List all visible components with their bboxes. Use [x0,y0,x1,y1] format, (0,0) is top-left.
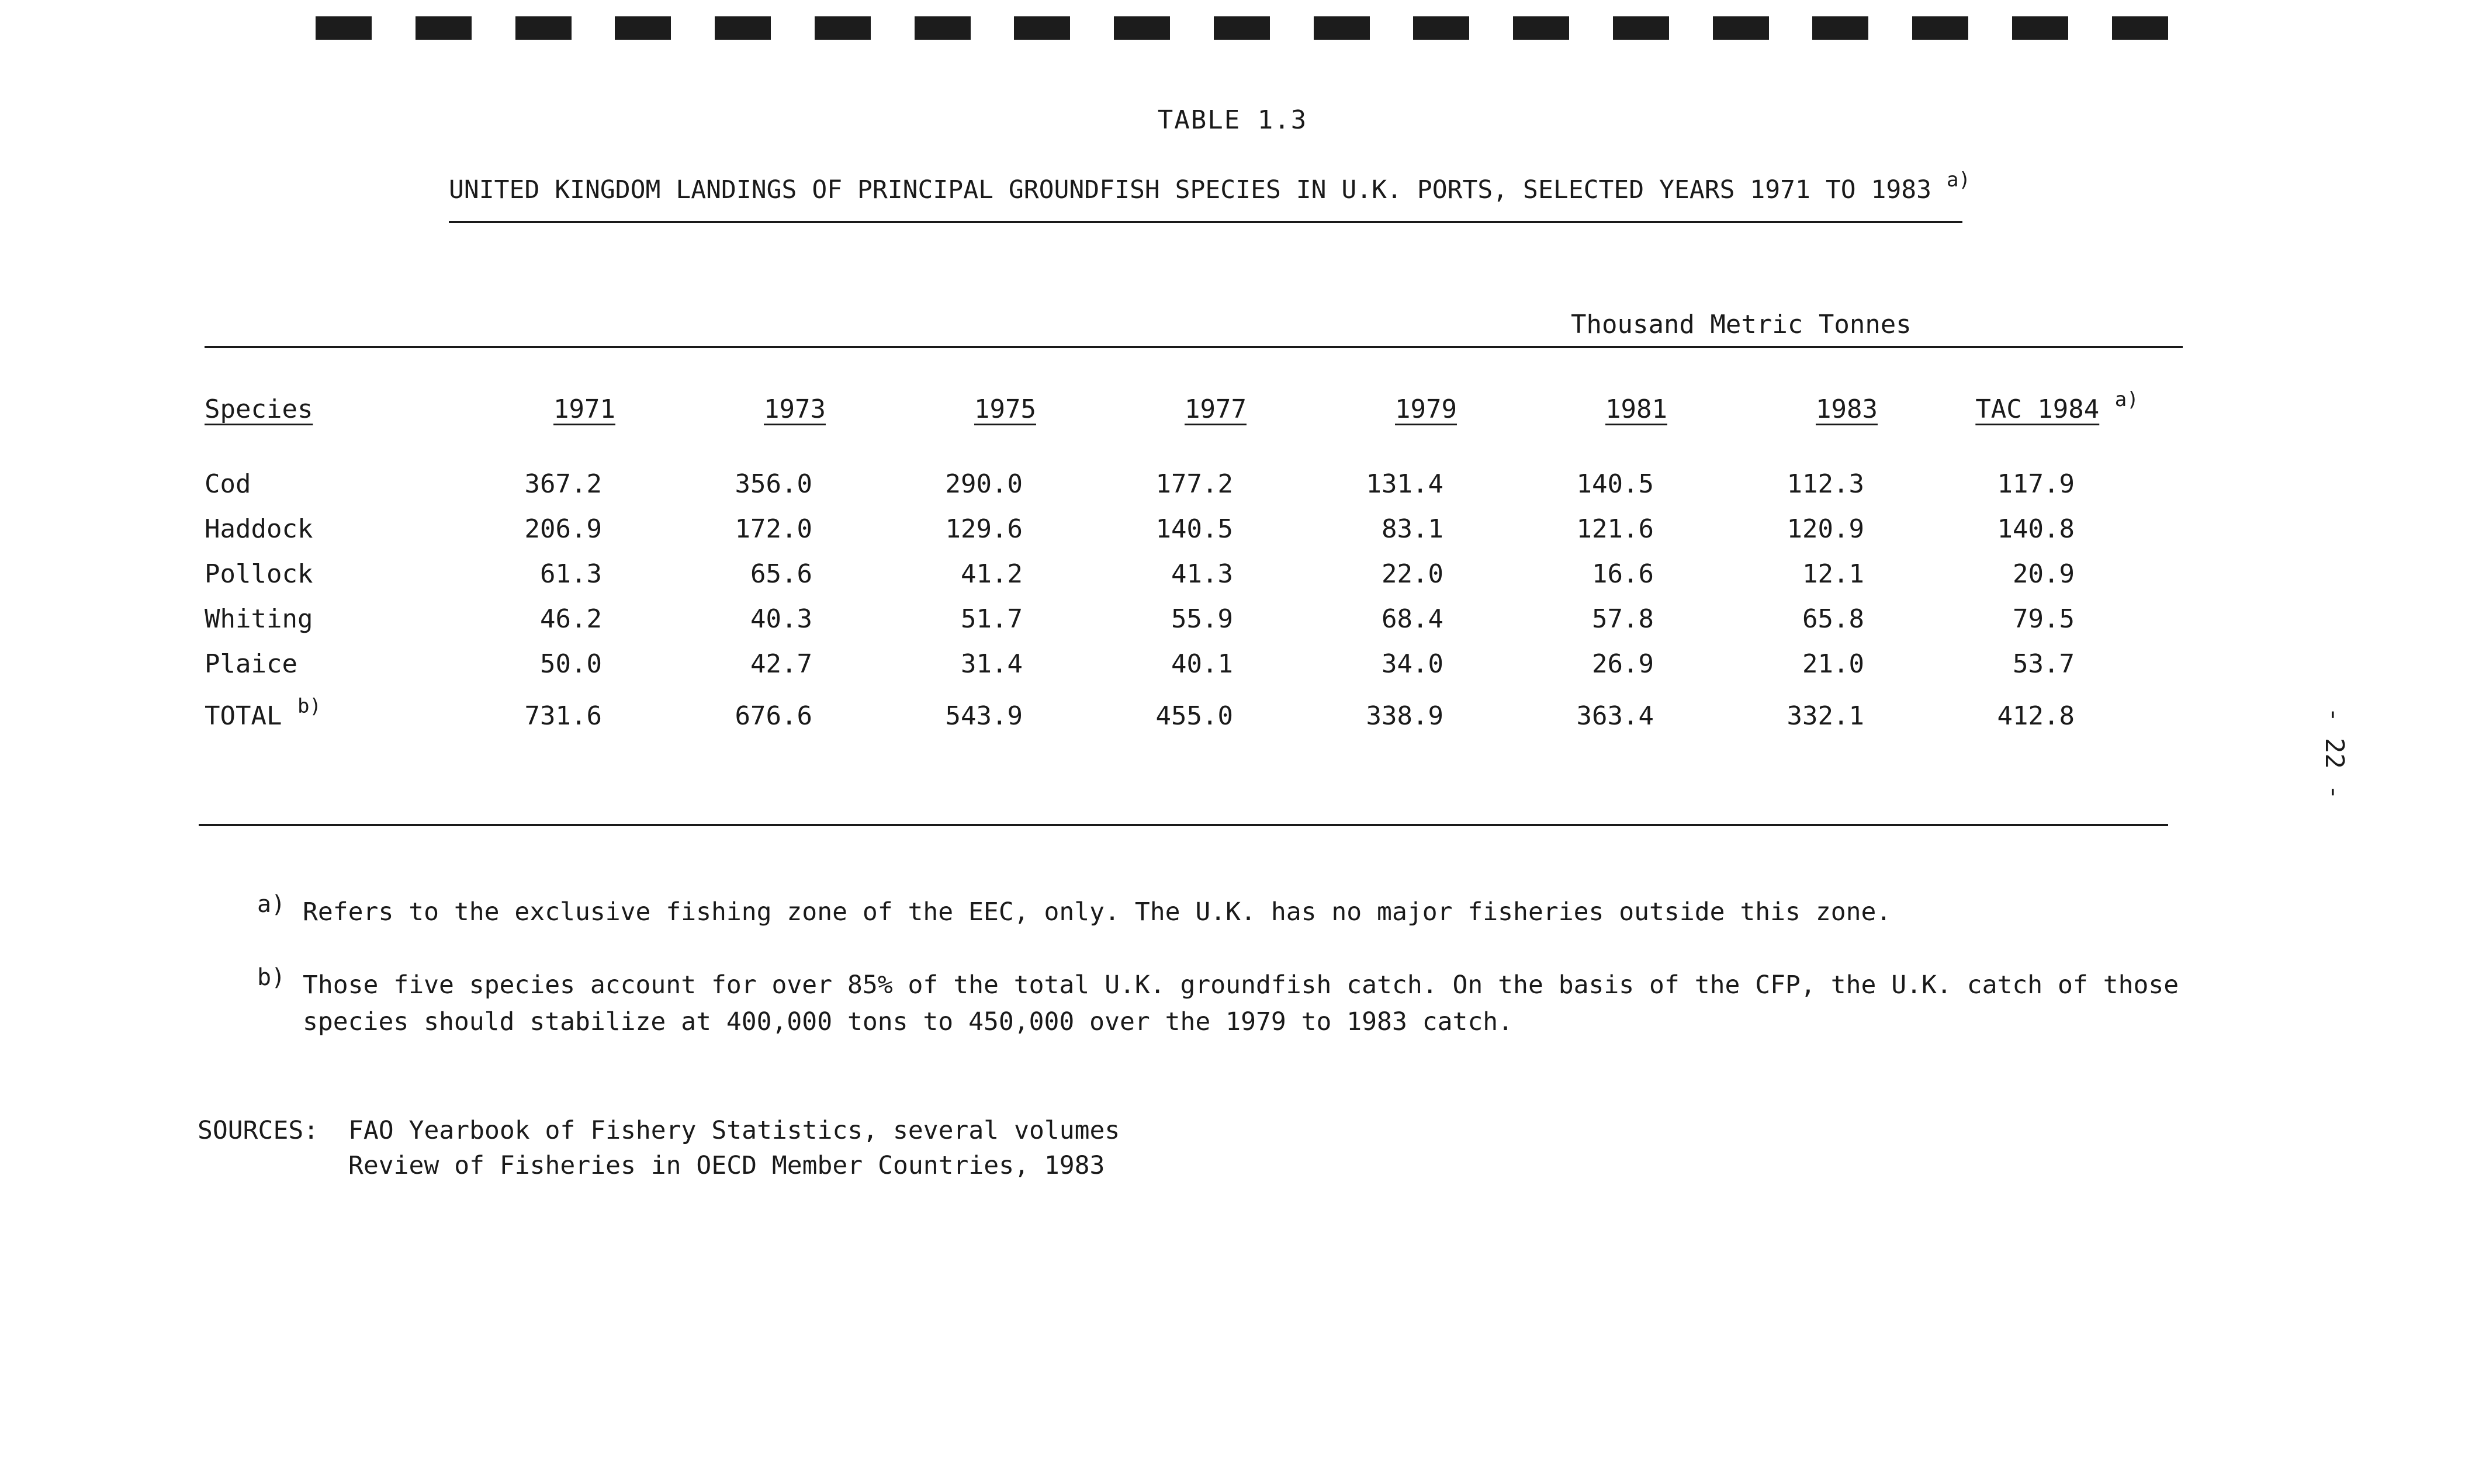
column-header-tac: TAC 1984 $^{a)}$ [1975,387,2139,424]
table-row-plaice [205,642,2162,686]
units-label: Thousand Metric Tonnes [1571,310,1912,339]
punch-hole [1513,16,1569,40]
table-cell: 131.4 [1366,469,1443,499]
table-cell: 65.6 [750,559,812,589]
table-title [449,168,1971,204]
total-cell: 455.0 [1155,701,1233,731]
table-cell: 46.2 [540,604,602,634]
table-cell: 117.9 [1997,469,2075,499]
table-cell: 68.4 [1382,604,1443,634]
punch-hole [2112,16,2168,40]
table-cell: 79.5 [2013,604,2075,634]
table-number: TABLE 1.3 [1157,105,1308,135]
column-header-year: 1971 [553,394,615,424]
table-cell: 50.0 [540,649,602,679]
species-name: Pollock [205,559,313,589]
punch-hole [915,16,971,40]
page-number: - 22 - [2319,707,2349,800]
tac-footnote-ref: a) [2114,387,2139,411]
footnote-text-continued: species should stabilize at 400,000 tons to 450,000 over the 1979 to 1983 catch. [303,1007,1514,1036]
table-cell: 26.9 [1592,649,1654,679]
table-cell: 129.6 [945,514,1023,544]
species-name: Cod [205,469,251,499]
punch-hole [1713,16,1769,40]
table-cell: 83.1 [1382,514,1443,544]
footnote-a [257,891,1892,931]
table-bottom-rule [199,824,2168,826]
punch-hole [1613,16,1669,40]
punch-hole [815,16,871,40]
punch-hole [1214,16,1270,40]
sources-label: SOURCES: [198,1116,319,1145]
total-footnote-ref: b) [297,694,321,718]
table-cell: 41.2 [961,559,1023,589]
table-cell: 40.1 [1171,649,1233,679]
total-cell: 412.8 [1997,701,2075,731]
punch-hole [1912,16,1968,40]
table-cell: 16.6 [1592,559,1654,589]
column-header-year: 1975 [974,394,1036,424]
table-cell: 112.3 [1787,469,1864,499]
title-footnote-ref: a) [1946,168,1971,192]
total-label: TOTAL $^{b)}$ [205,694,321,731]
species-name: Haddock [205,514,313,544]
table-row-total [205,686,2162,745]
title-underline [449,221,1962,223]
punch-hole [615,16,671,40]
table-cell: 31.4 [961,649,1023,679]
table-cell: 40.3 [750,604,812,634]
table-cell: 65.8 [1802,604,1864,634]
punch-hole [416,16,472,40]
punch-hole [1114,16,1170,40]
table-cell: 140.8 [1997,514,2075,544]
punch-hole [515,16,572,40]
table-cell: 53.7 [2013,649,2075,679]
table-cell: 42.7 [750,649,812,679]
punch-hole [715,16,771,40]
table-cell: 51.7 [961,604,1023,634]
table-cell: 356.0 [735,469,812,499]
table-row-whiting [205,597,2162,642]
source-item: Review of Fisheries in OECD Member Countries, 1983 [348,1151,1105,1180]
species-name: Whiting [205,604,313,634]
table-cell: 61.3 [540,559,602,589]
punch-hole [316,16,372,40]
table-header-row [205,386,2162,432]
footnote-text: Those five species account for over 85% of the total U.K. groundfish catch. On the basis of the CFP, the U.K. catch of those [303,970,2179,1000]
footnote-marker: b) [257,964,286,991]
punch-hole [2012,16,2068,40]
table-cell: 121.6 [1576,514,1654,544]
table-row-haddock [205,507,2162,552]
punch-hole-strip [316,16,2168,40]
column-header-year: 1977 [1185,394,1247,424]
landings-table [205,386,2162,745]
column-header-year: 1973 [764,394,826,424]
table-cell: 206.9 [524,514,602,544]
punch-hole [1314,16,1370,40]
column-header-year: 1983 [1816,394,1878,424]
table-title-text: UNITED KINGDOM LANDINGS OF PRINCIPAL GROUNDFISH SPECIES IN U.K. PORTS, SELECTED YEARS 1971 TO 1983 [449,175,1932,204]
table-cell: 120.9 [1787,514,1864,544]
table-cell: 21.0 [1802,649,1864,679]
source-item: FAO Yearbook of Fishery Statistics, several volumes [348,1116,1120,1145]
table-cell: 22.0 [1382,559,1443,589]
column-header-year: 1981 [1605,394,1667,424]
footnote-b [257,964,2179,1040]
table-cell: 140.5 [1155,514,1233,544]
table-cell: 172.0 [735,514,812,544]
total-cell: 731.6 [524,701,602,731]
table-cell: 367.2 [524,469,602,499]
punch-hole [1413,16,1469,40]
column-header-year: 1979 [1395,394,1457,424]
table-cell: 57.8 [1592,604,1654,634]
footnote-marker: a) [257,891,286,918]
footnote-text: Refers to the exclusive fishing zone of the EEC, only. The U.K. has no major fisheries outside this zone. [303,897,1892,927]
total-cell: 338.9 [1366,701,1443,731]
table-cell: 140.5 [1576,469,1654,499]
table-cell: 34.0 [1382,649,1443,679]
punch-hole [1014,16,1070,40]
species-name: Plaice [205,649,297,679]
table-cell: 20.9 [2013,559,2075,589]
table-cell: 177.2 [1155,469,1233,499]
table-cell: 55.9 [1171,604,1233,634]
table-row-cod [205,462,2162,507]
table-cell: 12.1 [1802,559,1864,589]
total-cell: 676.6 [735,701,812,731]
table-cell: 41.3 [1171,559,1233,589]
total-cell: 363.4 [1576,701,1654,731]
column-header-species: Species [205,394,313,424]
total-cell: 543.9 [945,701,1023,731]
table-cell: 290.0 [945,469,1023,499]
table-top-rule [205,346,2183,348]
total-cell: 332.1 [1787,701,1864,731]
sources-block [198,1113,1120,1183]
punch-hole [1812,16,1868,40]
table-row-pollock [205,552,2162,597]
